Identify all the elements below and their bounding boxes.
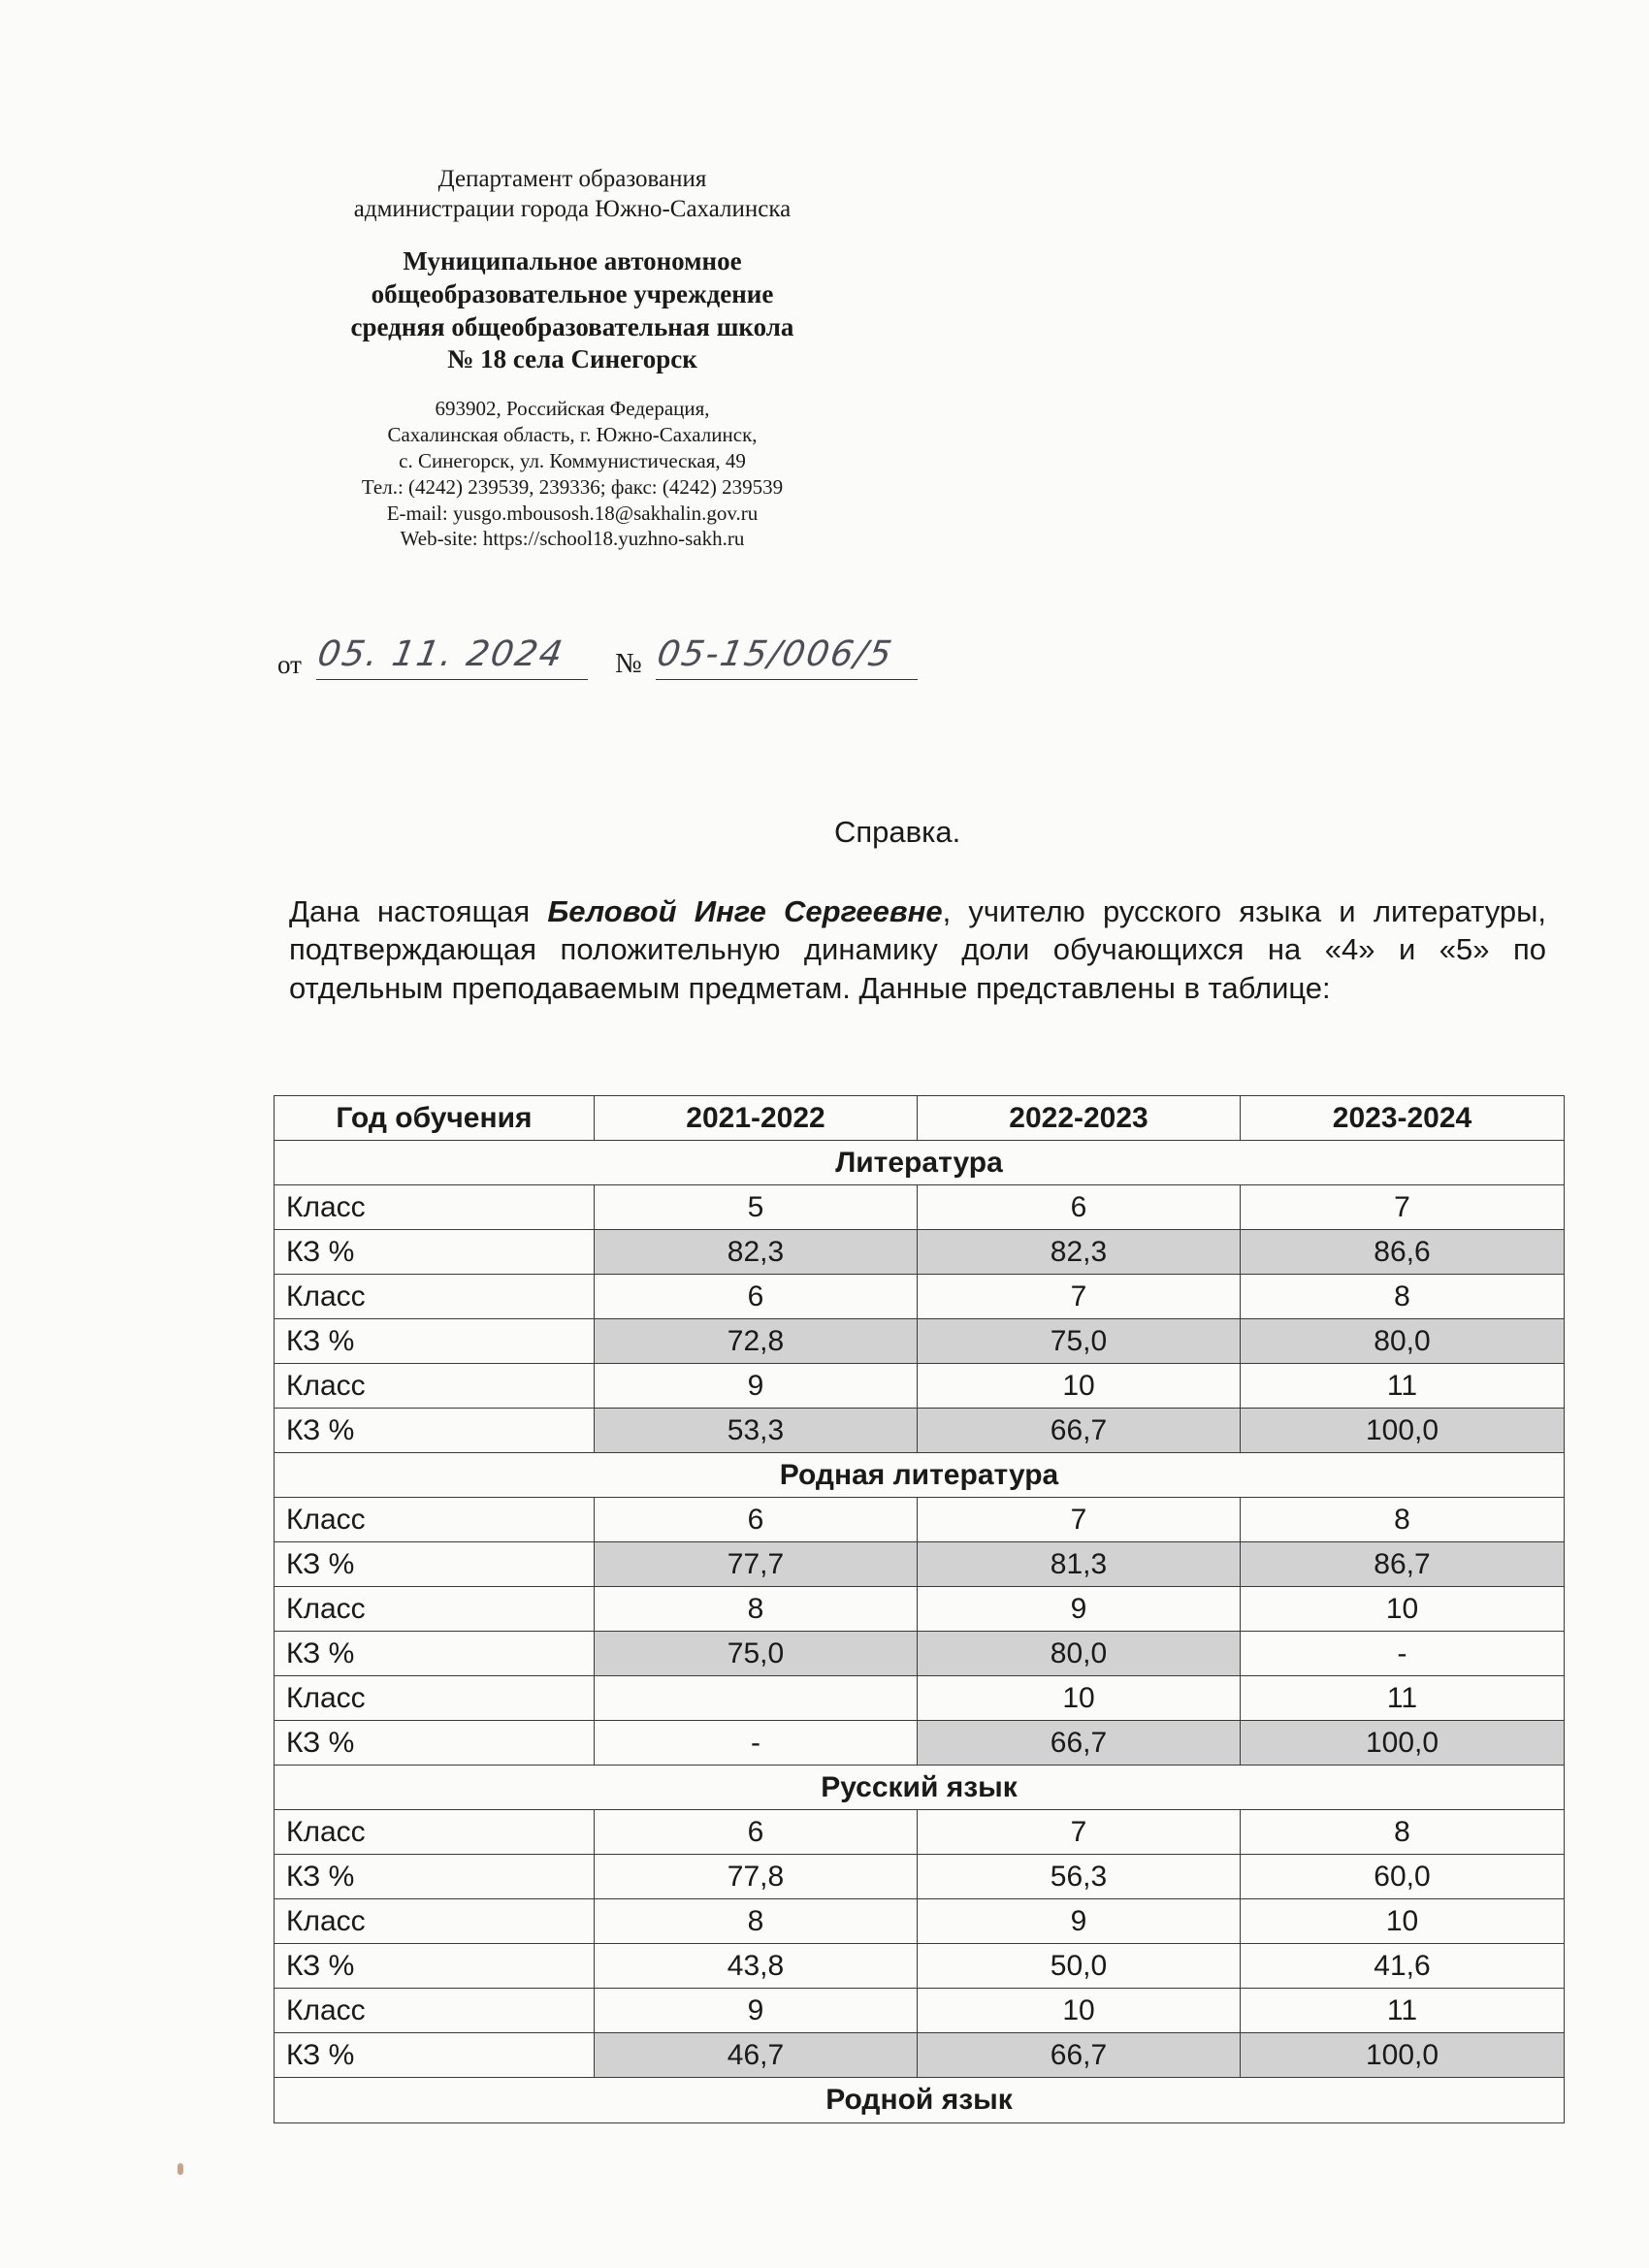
row-label: Класс [275, 1185, 595, 1230]
table-cell: 8 [595, 1899, 918, 1944]
table-cell: 66,7 [918, 1409, 1241, 1453]
row-label: Класс [275, 1676, 595, 1721]
row-label: КЗ % [275, 1721, 595, 1766]
table-cell: 10 [918, 1676, 1241, 1721]
table-cell: 7 [918, 1810, 1241, 1855]
quality-row [275, 1944, 1565, 1989]
document-title: Справка. [834, 815, 961, 849]
table-cell: 66,7 [918, 2033, 1241, 2078]
table-cell: 43,8 [595, 1944, 918, 1989]
class-row [275, 1810, 1565, 1855]
table-cell [595, 1676, 918, 1721]
table-cell: 53,3 [595, 1409, 918, 1453]
section-title: Литература [275, 1141, 1565, 1185]
table-cell: 86,6 [1241, 1230, 1565, 1275]
table-cell: 41,6 [1241, 1944, 1565, 1989]
table-cell: 10 [918, 1989, 1241, 2033]
table-cell: 8 [1241, 1275, 1565, 1319]
section-row [275, 1141, 1565, 1185]
school-line-1: Муниципальное автономное [403, 246, 742, 275]
section-row [275, 1453, 1565, 1498]
school-line-4: № 18 села Синегорск [447, 344, 697, 374]
section-title: Русский язык [275, 1766, 1565, 1810]
class-row [275, 1275, 1565, 1319]
phone-line: Тел.: (4242) 239539, 239336; факс: (4242) 239539 [361, 474, 784, 499]
school-line-3: средняя общеобразовательная школа [350, 311, 794, 341]
row-label: КЗ % [275, 1944, 595, 1989]
table-cell: 6 [918, 1185, 1241, 1230]
table-cell: 80,0 [918, 1632, 1241, 1676]
quality-row [275, 1319, 1565, 1364]
table-cell: - [1241, 1632, 1565, 1676]
table-cell: 9 [918, 1899, 1241, 1944]
quality-row [275, 1721, 1565, 1766]
table-cell: 8 [595, 1587, 918, 1632]
table-cell: 81,3 [918, 1542, 1241, 1587]
row-label: Класс [275, 1498, 595, 1542]
date-label: от [277, 650, 302, 679]
recipient-name: Беловой Инге Сергеевне [547, 894, 943, 928]
row-label: Класс [275, 1899, 595, 1944]
table-cell: 6 [595, 1810, 918, 1855]
table-cell: - [595, 1721, 918, 1766]
quality-row [275, 1230, 1565, 1275]
class-row [275, 1989, 1565, 2033]
number-label: № [615, 648, 642, 679]
class-row [275, 1676, 1565, 1721]
email-line: E-mail: yusgo.mbousosh.18@sakhalin.gov.ru [386, 501, 759, 525]
department-line-2: администрации города Южно-Сахалинска [353, 195, 792, 222]
quality-row [275, 1855, 1565, 1899]
quality-row [275, 1632, 1565, 1676]
header-2022-2023: 2022-2023 [918, 1096, 1241, 1141]
number-field [654, 634, 918, 680]
scan-speck [178, 2163, 183, 2175]
table-cell: 7 [1241, 1185, 1565, 1230]
table-cell: 9 [595, 1989, 918, 2033]
table-cell: 75,0 [595, 1632, 918, 1676]
table-cell: 9 [595, 1364, 918, 1409]
table-cell: 8 [1241, 1498, 1565, 1542]
quality-row [275, 1542, 1565, 1587]
table-cell: 5 [595, 1185, 918, 1230]
table-cell: 66,7 [918, 1721, 1241, 1766]
website-line: Web-site: https://school18.yuzhno-sakh.ru [400, 527, 745, 551]
row-label: КЗ % [275, 2033, 595, 2078]
handwritten-date: 05. 11. 2024 [314, 634, 567, 674]
quality-row [275, 1409, 1565, 1453]
row-label: КЗ % [275, 1409, 595, 1453]
section-title: Родной язык [275, 2078, 1565, 2123]
class-row [275, 1587, 1565, 1632]
intro-end: , учителю русского языка и литературы, подтверждающая положительную динамику доли обучающихся на «4» и «5» по отдельным преподаваемым предметам. Данные представлены в таблице: [289, 894, 1546, 1005]
date-field [314, 634, 588, 680]
table-cell: 72,8 [595, 1319, 918, 1364]
quality-row [275, 2033, 1565, 2078]
letterhead [291, 165, 854, 552]
table-cell: 10 [918, 1364, 1241, 1409]
class-row [275, 1364, 1565, 1409]
row-label: КЗ % [275, 1632, 595, 1676]
table-cell: 100,0 [1241, 1409, 1565, 1453]
header-2023-2024: 2023-2024 [1241, 1096, 1565, 1141]
address-line-2: Сахалинская область, г. Южно-Сахалинск, [387, 422, 758, 446]
section-row [275, 1766, 1565, 1810]
intro-start: Дана настоящая [289, 894, 548, 928]
handwritten-number: 05-15/006/5 [654, 634, 897, 674]
row-label: Класс [275, 1989, 595, 2033]
table-cell: 10 [1241, 1587, 1565, 1632]
section-row [275, 2078, 1565, 2123]
row-label: КЗ % [275, 1319, 595, 1364]
table-cell: 86,7 [1241, 1542, 1565, 1587]
class-row [275, 1498, 1565, 1542]
section-title: Родная литература [275, 1453, 1565, 1498]
row-label: КЗ % [275, 1542, 595, 1587]
row-label: Класс [275, 1364, 595, 1409]
table-cell: 100,0 [1241, 1721, 1565, 1766]
table-cell: 100,0 [1241, 2033, 1565, 2078]
table-cell: 11 [1241, 1989, 1565, 2033]
header-year: Год обучения [275, 1096, 595, 1141]
school-name [291, 245, 854, 376]
table-header-row [275, 1096, 1565, 1141]
address-line-3: с. Синегорск, ул. Коммунистическая, 49 [399, 448, 746, 472]
address-line-1: 693902, Российская Федерация, [435, 397, 710, 420]
table-cell: 50,0 [918, 1944, 1241, 1989]
table-cell: 6 [595, 1498, 918, 1542]
grades-table [274, 1095, 1565, 2123]
table-cell: 46,7 [595, 2033, 918, 2078]
table-body [275, 1141, 1565, 2123]
row-label: Класс [275, 1275, 595, 1319]
row-label: Класс [275, 1810, 595, 1855]
table-cell: 77,8 [595, 1855, 918, 1899]
header-2021-2022: 2021-2022 [595, 1096, 918, 1141]
table-cell: 77,7 [595, 1542, 918, 1587]
row-label: КЗ % [275, 1855, 595, 1899]
table-cell: 9 [918, 1587, 1241, 1632]
table-cell: 60,0 [1241, 1855, 1565, 1899]
school-line-2: общеобразовательное учреждение [371, 278, 774, 308]
table-cell: 7 [918, 1498, 1241, 1542]
registration-line [277, 634, 937, 698]
row-label: КЗ % [275, 1230, 595, 1275]
table-cell: 56,3 [918, 1855, 1241, 1899]
table-cell: 11 [1241, 1364, 1565, 1409]
table-cell: 82,3 [595, 1230, 918, 1275]
table-cell: 8 [1241, 1810, 1565, 1855]
class-row [275, 1185, 1565, 1230]
school-contacts [291, 396, 854, 552]
department-name [291, 165, 854, 224]
department-line-1: Департамент образования [437, 166, 707, 192]
intro-paragraph [289, 892, 1546, 1007]
table-cell: 11 [1241, 1676, 1565, 1721]
table-cell: 80,0 [1241, 1319, 1565, 1364]
table-cell: 7 [918, 1275, 1241, 1319]
table-cell: 6 [595, 1275, 918, 1319]
row-label: Класс [275, 1587, 595, 1632]
table-cell: 75,0 [918, 1319, 1241, 1364]
table-cell: 82,3 [918, 1230, 1241, 1275]
class-row [275, 1899, 1565, 1944]
table-cell: 10 [1241, 1899, 1565, 1944]
